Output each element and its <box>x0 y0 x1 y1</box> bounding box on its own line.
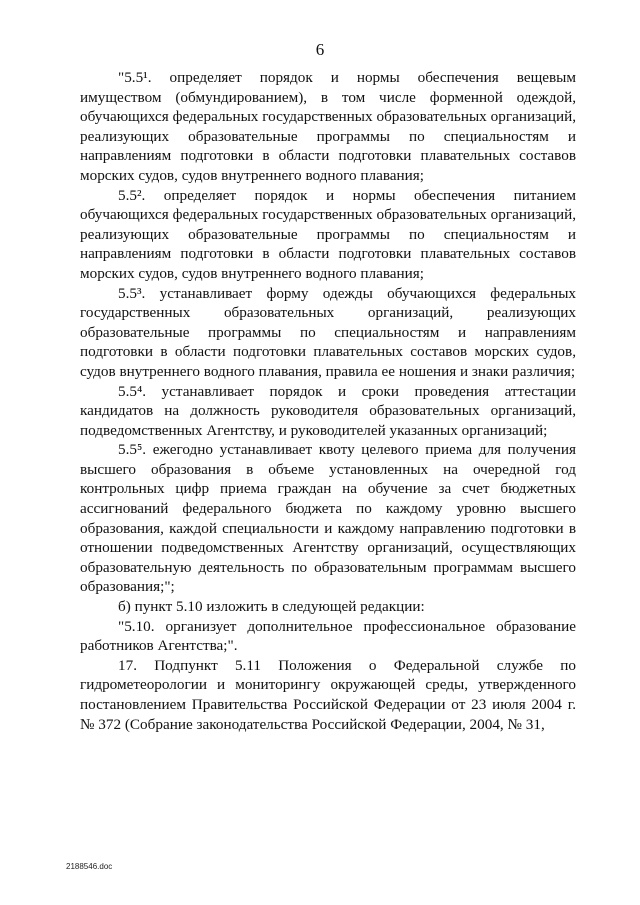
paragraph-17: 17. Подпункт 5.11 Положения о Федеральной службе по гидрометеорологии и мониторингу окружающей среды, утвержденного постановлением Правительства Российской Федерации от 23 июля 2004 г. № 372 (Собрание законодательства Российской Федерации, 2004, № 31, <box>80 656 576 733</box>
paragraph-5-5-1: "5.5¹. определяет порядок и нормы обеспечения вещевым имуществом (обмундированием), в том числе форменной одеждой, обучающихся федеральных государственных образовательных организаций, реализующих образовательные программы по специальностям и направлениям подготовки в области подготовки плавательных составов морских судов, судов внутреннего водного плавания; <box>80 69 576 184</box>
document-body <box>80 68 576 734</box>
paragraph-5-5-2: 5.5². определяет порядок и нормы обеспечения питанием обучающихся федеральных государственных образовательных организаций, реализующих образовательные программы по специальностям и направлениям подготовки в области подготовки плавательных составов морских судов, судов внутреннего водного плавания; <box>80 186 576 282</box>
paragraph-5-5-4: 5.5⁴. устанавливает порядок и сроки проведения аттестации кандидатов на должность руководителя образовательных организаций, подведомственных Агентству, и руководителей указанных организаций; <box>80 382 576 439</box>
footer-filename: 2188546.doc <box>66 862 113 871</box>
page-number: 6 <box>315 40 325 59</box>
paragraph-5-5-5: 5.5⁵. ежегодно устанавливает квоту целевого приема для получения высшего образования в объеме установленных на очередной год контрольных цифр приема граждан на обучение за счет бюджетных ассигнований федерального бюджета по каждому уровню высшего образования, каждой специальности и каждому направлению подготовки в отношении подведомственных Агентству организаций, осуществляющих образовательную деятельность по образовательным программам высшего образования;"; <box>80 441 576 596</box>
paragraph-5-5-3: 5.5³. устанавливает форму одежды обучающихся федеральных государственных образовательных организаций, реализующих образовательные программы по специальностям и направлениям подготовки в области подготовки плавательных составов морских судов, судов внутреннего водного плавания, правила ее ношения и знаки различия; <box>80 284 576 380</box>
paragraph-item-b: б) пункт 5.10 изложить в следующей редакции: <box>118 598 425 616</box>
paragraph-5-10: "5.10. организует дополнительное профессиональное образование работников Агентства;". <box>80 617 576 655</box>
